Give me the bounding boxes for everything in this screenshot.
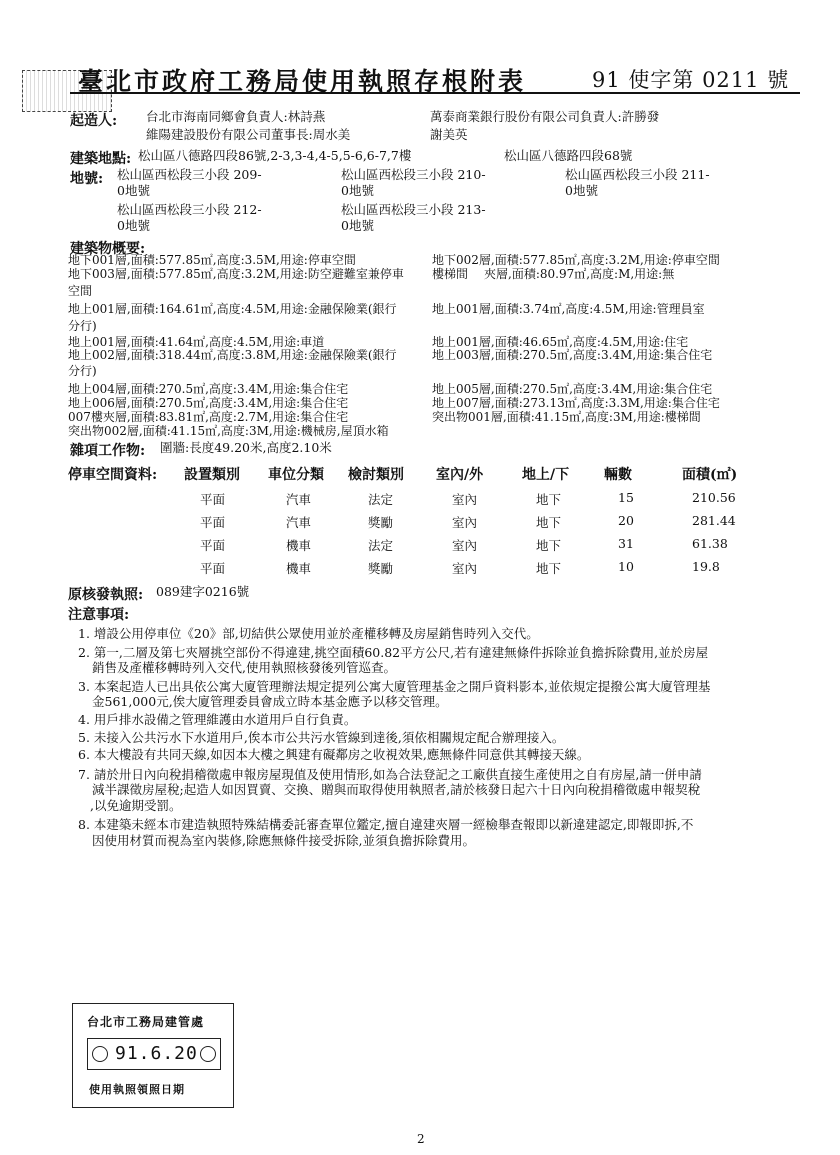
floor-line: 空間 bbox=[68, 284, 93, 298]
parking-cell: 20 bbox=[618, 513, 634, 528]
misc-works-label: 雜項工作物: bbox=[70, 443, 146, 459]
parking-col-header: 設置類別 bbox=[184, 467, 240, 483]
parking-cell: 地下 bbox=[536, 538, 562, 553]
floor-line: 地上004層,面積:270.5㎡,高度:3.4M,用途:集合住宅 bbox=[68, 382, 349, 396]
parking-cell: 210.56 bbox=[692, 490, 736, 505]
parking-label: 停車空間資料: bbox=[68, 467, 158, 483]
parking-cell: 機車 bbox=[286, 538, 312, 553]
floor-line: 分行) bbox=[68, 319, 97, 333]
parking-col-header: 檢討類別 bbox=[348, 467, 404, 483]
floor-line: 地上001層,面積:164.61㎡,高度:4.5M,用途:金融保險業(銀行 bbox=[68, 302, 397, 316]
parking-col-header: 室內/外 bbox=[436, 467, 484, 483]
note-line: 6. 本大樓設有共同天線,如因本大樓之興建有礙鄰房之收視效果,應無條件同意供其轉接天線。 bbox=[78, 747, 590, 762]
parking-col-header: 地上/下 bbox=[522, 467, 570, 483]
stamp-date-box bbox=[87, 1038, 221, 1070]
lot-line: 松山區西松段三小段 213- bbox=[341, 202, 486, 217]
parking-cell: 室內 bbox=[452, 515, 478, 530]
parking-cell: 15 bbox=[618, 490, 634, 505]
parking-cell: 法定 bbox=[368, 538, 394, 553]
floor-line: 地上003層,面積:270.5㎡,高度:3.4M,用途:集合住宅 bbox=[432, 348, 713, 362]
page-title: 臺北市政府工務局使用執照存根附表 bbox=[78, 67, 527, 96]
floor-line: 地上001層,面積:46.65㎡,高度:4.5M,用途:住宅 bbox=[432, 335, 689, 349]
floor-line: 地下001層,面積:577.85㎡,高度:3.5M,用途:停車空間 bbox=[68, 253, 356, 267]
floor-line: 007樓夾層,面積:83.81㎡,高度:2.7M,用途:集合住宅 bbox=[68, 410, 349, 424]
parking-cell: 汽車 bbox=[286, 515, 312, 530]
note-line: 8. 本建築未經本市建造執照特殊結構委託審查單位鑑定,擅自違建夾層一經檢舉查報即以新違建認定,即報即拆,不 bbox=[78, 817, 694, 832]
parking-cell: 平面 bbox=[200, 515, 226, 530]
parking-cell: 31 bbox=[618, 536, 634, 551]
note-line: 2. 第一,二層及第七夾層挑空部份不得違建,挑空面積60.82平方公尺,若有違建無條件拆除並負擔拆除費用,並於房屋 bbox=[78, 645, 709, 660]
parking-cell: 獎勵 bbox=[368, 515, 394, 530]
note-line: 銷售及產權移轉時列入交代,使用執照核發後列管巡查。 bbox=[92, 660, 396, 675]
parking-cell: 地下 bbox=[536, 492, 562, 507]
parking-cell: 機車 bbox=[286, 561, 312, 576]
note-line: 3. 本案起造人已出具依公寓大廈管理辦法規定提列公寓大廈管理基金之開戶資料影本,並依規定提撥公寓大廈管理基 bbox=[78, 679, 711, 694]
lot-line: 0地號 bbox=[565, 183, 598, 198]
overview-label: 建築物概要: bbox=[70, 241, 146, 257]
parking-cell: 281.44 bbox=[692, 513, 736, 528]
stamp-agency: 台北市工務局建管處 bbox=[87, 1015, 205, 1029]
parking-cell: 61.38 bbox=[692, 536, 728, 551]
parking-cell: 室內 bbox=[452, 492, 478, 507]
parking-cell: 10 bbox=[618, 559, 634, 574]
document-number: 91 使字第 0211 號 bbox=[592, 68, 790, 92]
location-label: 建築地點: bbox=[70, 151, 132, 167]
parking-cell: 獎勵 bbox=[368, 561, 394, 576]
note-line: 7. 請於卅日內向稅捐稽徵處申報房屋現值及使用情形,如為合法登記之工廠供直接生產使用之自有房屋,請一併申請 bbox=[78, 767, 702, 782]
seal-icon bbox=[200, 1046, 216, 1062]
applicants-label: 起造人: bbox=[70, 113, 118, 129]
floor-line: 樓梯間 bbox=[432, 267, 469, 281]
floor-line: 突出物001層,面積:41.15㎡,高度:3M,用途:樓梯間 bbox=[432, 410, 701, 424]
parking-col-header: 輛數 bbox=[604, 467, 632, 483]
lot-line: 松山區西松段三小段 209- bbox=[117, 167, 262, 182]
floor-line: 地上006層,面積:270.5㎡,高度:3.4M,用途:集合住宅 bbox=[68, 396, 349, 410]
floor-line: 夾層,面積:80.97㎡,高度:M,用途:無 bbox=[484, 267, 675, 281]
floor-line: 地上001層,面積:41.64㎡,高度:4.5M,用途:車道 bbox=[68, 335, 325, 349]
issue-date-stamp bbox=[72, 1003, 234, 1108]
lot-line: 0地號 bbox=[341, 183, 374, 198]
original-permit-label: 原核發執照: bbox=[68, 587, 144, 603]
parking-cell: 19.8 bbox=[692, 559, 720, 574]
note-line: 1. 增設公用停車位《20》部,切結供公眾使用並於產權移轉及房屋銷售時列入交代。 bbox=[78, 626, 539, 641]
floor-line: 地上001層,面積:3.74㎡,高度:4.5M,用途:管理員室 bbox=[432, 302, 705, 316]
floor-line: 地上007層,面積:273.13㎡,高度:3.3M,用途:集合住宅 bbox=[432, 396, 720, 410]
parking-col-header: 車位分類 bbox=[268, 467, 324, 483]
notes-label: 注意事項: bbox=[68, 607, 130, 623]
applicant: 台北市海南同鄉會負責人:林詩燕 bbox=[146, 109, 326, 124]
parking-cell: 室內 bbox=[452, 538, 478, 553]
parking-cell: 平面 bbox=[200, 561, 226, 576]
applicant: 維陽建設股份有限公司董事長:周水美 bbox=[146, 127, 351, 142]
note-line: 減半課徵房屋稅;起造人如因買賣、交換、贈與而取得使用執照者,請於核發日起六十日內向稅捐稽徵處申報契稅 bbox=[92, 782, 701, 797]
original-permit-value: 089建字0216號 bbox=[156, 584, 250, 599]
misc-works-value: 圍牆:長度49.20米,高度2.10米 bbox=[160, 440, 332, 455]
parking-cell: 平面 bbox=[200, 538, 226, 553]
floor-line: 地上005層,面積:270.5㎡,高度:3.4M,用途:集合住宅 bbox=[432, 382, 713, 396]
lot-line: 0地號 bbox=[117, 183, 150, 198]
stamp-date: 91.6.20 bbox=[115, 1043, 198, 1064]
parking-cell: 地下 bbox=[536, 561, 562, 576]
lot-line: 松山區西松段三小段 211- bbox=[565, 167, 710, 182]
lot-line: 松山區西松段三小段 210- bbox=[341, 167, 486, 182]
note-line: ,以免逾期受罰。 bbox=[90, 798, 182, 813]
floor-line: 突出物002層,面積:41.15㎡,高度:3M,用途:機械房,屋頂水箱 bbox=[68, 424, 389, 438]
stamp-caption: 使用執照領照日期 bbox=[89, 1083, 185, 1096]
applicant: 謝美英 bbox=[430, 127, 468, 142]
note-line: 4. 用戶排水設備之管理維護由水道用戶自行負責。 bbox=[78, 712, 357, 727]
floor-line: 地上002層,面積:318.44㎡,高度:3.8M,用途:金融保險業(銀行 bbox=[68, 348, 397, 362]
floor-line: 地下003層,面積:577.85㎡,高度:3.2M,用途:防空避難室兼停車 bbox=[68, 267, 404, 281]
address-1: 松山區八德路四段86號,2-3,3-4,4-5,5-6,6-7,7樓 bbox=[138, 148, 412, 163]
header-rule bbox=[70, 92, 800, 94]
seal-icon bbox=[92, 1046, 108, 1062]
lot-line: 0地號 bbox=[117, 218, 150, 233]
parking-cell: 汽車 bbox=[286, 492, 312, 507]
lots-label: 地號: bbox=[70, 171, 104, 187]
parking-col-header: 面積(㎡) bbox=[682, 467, 738, 483]
note-line: 金561,000元,俟大廈管理委員會成立時本基金應予以移交管理。 bbox=[92, 694, 448, 709]
lot-line: 松山區西松段三小段 212- bbox=[117, 202, 262, 217]
address-2: 松山區八德路四段68號 bbox=[504, 148, 633, 163]
floor-line: 地下002層,面積:577.85㎡,高度:3.2M,用途:停車空間 bbox=[432, 253, 720, 267]
applicant: 萬泰商業銀行股份有限公司負責人:許勝發 bbox=[430, 109, 660, 124]
floor-line: 分行) bbox=[68, 364, 97, 378]
parking-cell: 法定 bbox=[368, 492, 394, 507]
page-number: 2 bbox=[417, 1132, 425, 1146]
parking-cell: 地下 bbox=[536, 515, 562, 530]
parking-cell: 平面 bbox=[200, 492, 226, 507]
parking-cell: 室內 bbox=[452, 561, 478, 576]
note-line: 5. 未接入公共污水下水道用戶,俟本市公共污水管線到達後,須依相關規定配合辦理接入。 bbox=[78, 730, 565, 745]
note-line: 因使用材質而視為室內裝修,除應無條件接受拆除,並須負擔拆除費用。 bbox=[92, 833, 475, 848]
lot-line: 0地號 bbox=[341, 218, 374, 233]
